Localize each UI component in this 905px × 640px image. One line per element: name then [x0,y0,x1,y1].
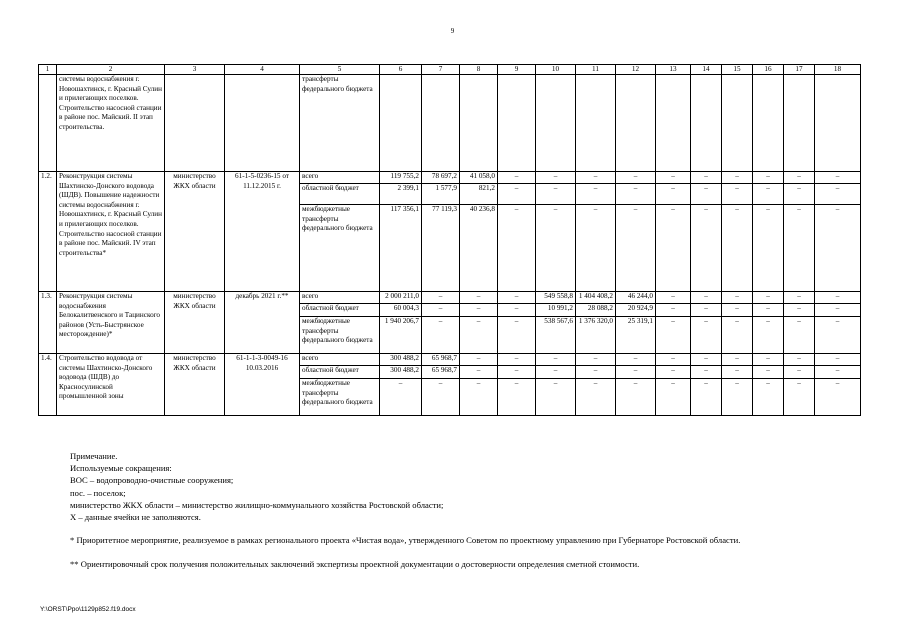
amount-cell: – [498,317,536,354]
amount-cell: – [460,354,498,366]
amount-cell: 300 488,2 [380,366,422,379]
amount-cell: – [753,379,784,416]
amount-cell: – [691,317,722,354]
amount-cell: – [498,172,536,184]
amount-cell: – [815,172,861,184]
amount-cell: 10 991,2 [536,304,576,317]
amount-cell: – [498,184,536,205]
amount-cell: – [784,304,815,317]
amount-cell: – [753,205,784,292]
amount-cell: – [753,172,784,184]
amount-cell: – [498,205,536,292]
amount-cell: – [722,304,753,317]
amount-cell: – [656,292,691,304]
project-name-cell: Строительство водовода от системы Шахтинско-Донского водовода (ШДВ) до Красносулинской промышленной зоны [57,354,165,416]
executor-cell: министерство ЖКХ области [165,172,225,292]
amount-cell: – [815,292,861,304]
amount-cell: – [753,354,784,366]
amount-cell: 28 088,2 [576,304,616,317]
amount-cell: – [576,205,616,292]
file-path: Y:\ORST\Ppo\1129p852.f19.docx [40,606,136,613]
amount-cell: 2 399,1 [380,184,422,205]
amount-cell: – [616,184,656,205]
column-header: 4 [225,65,300,75]
amount-cell: – [722,379,753,416]
amount-cell: 65 968,7 [422,366,460,379]
amount-cell: – [784,205,815,292]
amount-cell: – [616,172,656,184]
amount-cell: – [722,354,753,366]
amount-cell: – [460,292,498,304]
amount-cell: – [722,366,753,379]
amount-cell: – [380,379,422,416]
amount-cell: – [815,184,861,205]
amount-cell: – [815,317,861,354]
note-line: Примечание. [70,451,118,461]
row-number-cell: 1.4. [39,354,57,416]
column-header: 17 [784,65,815,75]
note-line: Х – данные ячейки не заполняются. [70,512,201,523]
amount-cell: – [784,366,815,379]
amount-cell: – [691,366,722,379]
note-line: Используемые сокращения: [70,463,172,474]
funding-source-cell: межбюджетные трансферты федерального бюджета [300,205,380,292]
amount-cell: 46 244,0 [616,292,656,304]
amount-cell: – [656,379,691,416]
amount-cell: 65 968,7 [422,354,460,366]
footnote-text: * Приоритетное мероприятие, реализуемое в рамках регионального проекта «Чистая вода», утвержденного Советом по проектному управлению при Губернаторе Ростовской области. [70,535,741,545]
amount-cell: – [498,354,536,366]
amount-cell: – [656,184,691,205]
amount-cell: 549 558,8 [536,292,576,304]
amount-cell: – [422,292,460,304]
footnote-priority [56,534,864,546]
amount-cell: – [784,292,815,304]
program-table [38,64,861,416]
amount-cell: – [753,366,784,379]
amount-cell: – [656,304,691,317]
funding-source-cell: межбюджетные трансферты федерального бюджета [300,317,380,354]
document-cell: декабрь 2021 г.** [225,292,300,354]
amount-cell: – [722,317,753,354]
amount-cell: 538 567,6 [536,317,576,354]
amount-cell: 78 697,2 [422,172,460,184]
amount-cell: 1 376 320,0 [576,317,616,354]
funding-source-cell: областной бюджет [300,366,380,379]
column-header: 1 [39,65,57,75]
amount-cell: – [691,205,722,292]
amount-cell: – [722,184,753,205]
amount-cell: – [422,379,460,416]
amount-cell: – [784,317,815,354]
amount-cell: – [691,292,722,304]
amount-cell: – [784,379,815,416]
funding-source-cell: всего [300,354,380,366]
column-header: 12 [616,65,656,75]
amount-cell: – [576,184,616,205]
amount-cell: – [616,205,656,292]
funding-source-cell: всего [300,292,380,304]
amount-cell: 821,2 [460,184,498,205]
amount-cell: 1 404 408,2 [576,292,616,304]
amount-cell: – [753,184,784,205]
amount-cell: – [691,354,722,366]
amount-cell: – [722,205,753,292]
amount-cell: – [576,366,616,379]
amount-cell: – [536,205,576,292]
amount-cell: – [691,379,722,416]
footnote-text: ** Ориентировочный срок получения положительных заключений экспертизы проектной документации о достоверности определения сметной стоимости. [70,559,640,569]
header-row [39,65,861,75]
amount-cell: – [691,184,722,205]
column-header: 15 [722,65,753,75]
amount-cell: – [691,172,722,184]
amount-cell: – [576,379,616,416]
amount-cell: 40 236,8 [460,205,498,292]
project-name-cell: Реконструкция системы водоснабжения Белокалитвенского и Тацинского районов (Усть-Быстрянское месторождение)* [57,292,165,354]
table-row-continuation [39,75,861,172]
amount-cell: – [460,304,498,317]
amount-cell: – [722,292,753,304]
amount-cell: – [460,366,498,379]
table-row [39,292,861,304]
amount-cell: – [784,172,815,184]
amount-cell: – [460,379,498,416]
amount-cell: 1 577,9 [422,184,460,205]
funding-source-cell: областной бюджет [300,304,380,317]
amount-cell: – [815,379,861,416]
page-number: 9 [450,27,455,35]
row-number-cell: 1.3. [39,292,57,354]
note-line: ВОС – водопроводно-очистные сооружения; [70,475,234,486]
amount-cell: – [784,354,815,366]
amount-cell: – [460,317,498,354]
amount-cell: – [422,317,460,354]
amount-cell: – [536,354,576,366]
column-header: 13 [656,65,691,75]
amount-cell: – [656,172,691,184]
project-name-cell: Реконструкция системы Шахтинско-Донского водовода (ШДВ). Повышение надежности системы водоснабжения г. Новошахтинск, г. Красный Сулин и прилегающих поселков. Строительство насосной станции в районе пос. Майский. IV этап строительства* [57,172,165,292]
column-header: 5 [300,65,380,75]
column-header: 14 [691,65,722,75]
table-row [39,172,861,184]
amount-cell: – [498,304,536,317]
column-header: 16 [753,65,784,75]
amount-cell: – [616,366,656,379]
column-header: 18 [815,65,861,75]
note-line: пос. – поселок; [70,487,126,498]
amount-cell: – [576,354,616,366]
amount-cell: – [498,366,536,379]
amount-cell: – [498,292,536,304]
amount-cell: – [815,205,861,292]
project-name-cell: системы водоснабжения г. Новошахтинск, г. Красный Сулин и прилегающих поселков. Строительство насосной станции в районе пос. Майский. II этап строительства. [57,75,165,172]
funding-source-cell: межбюджетные трансферты федерального бюджета [300,379,380,416]
amount-cell: – [815,304,861,317]
amount-cell: – [753,317,784,354]
amount-cell: – [576,172,616,184]
executor-cell: министерство ЖКХ области [165,292,225,354]
column-header: 6 [380,65,422,75]
amount-cell: 2 000 211,0 [380,292,422,304]
amount-cell: – [536,366,576,379]
funding-source-cell: всего [300,172,380,184]
amount-cell: – [815,366,861,379]
amount-cell: 20 924,9 [616,304,656,317]
amount-cell: – [815,354,861,366]
funding-source-cell: трансферты федерального бюджета [300,75,380,172]
amount-cell: 77 119,3 [422,205,460,292]
amount-cell: 300 488,2 [380,354,422,366]
amount-cell: 41 058,0 [460,172,498,184]
executor-cell: министерство ЖКХ области [165,354,225,416]
column-header: 11 [576,65,616,75]
amount-cell: – [536,172,576,184]
amount-cell: – [722,172,753,184]
amount-cell: 119 755,2 [380,172,422,184]
amount-cell: 25 319,1 [616,317,656,354]
amount-cell: – [422,304,460,317]
amount-cell: – [656,317,691,354]
column-header: 10 [536,65,576,75]
amount-cell: – [691,304,722,317]
amount-cell: – [536,379,576,416]
amount-cell: – [753,292,784,304]
amount-cell: – [616,354,656,366]
amount-cell: – [656,205,691,292]
row-number-cell: 1.2. [39,172,57,292]
funding-source-cell: областной бюджет [300,184,380,205]
column-header: 2 [57,65,165,75]
column-header: 8 [460,65,498,75]
amount-cell: – [656,354,691,366]
notes-block [70,450,870,523]
column-header: 3 [165,65,225,75]
amount-cell: 1 940 206,7 [380,317,422,354]
footnote-deadline [56,558,864,570]
amount-cell: 60 004,3 [380,304,422,317]
amount-cell: – [656,366,691,379]
amount-cell: 117 356,1 [380,205,422,292]
column-header: 9 [498,65,536,75]
amount-cell: – [498,379,536,416]
amount-cell: – [536,184,576,205]
note-line: министерство ЖКХ области – министерство жилищно-коммунального хозяйства Ростовской области; [70,499,444,510]
table-row [39,354,861,366]
document-cell: 61-1-1-3-0049-16 10.03.2016 [225,354,300,416]
amount-cell: – [753,304,784,317]
document-cell: 61-1-5-0236-15 от 11.12.2015 г. [225,172,300,292]
amount-cell: – [784,184,815,205]
column-header: 7 [422,65,460,75]
amount-cell: – [616,379,656,416]
